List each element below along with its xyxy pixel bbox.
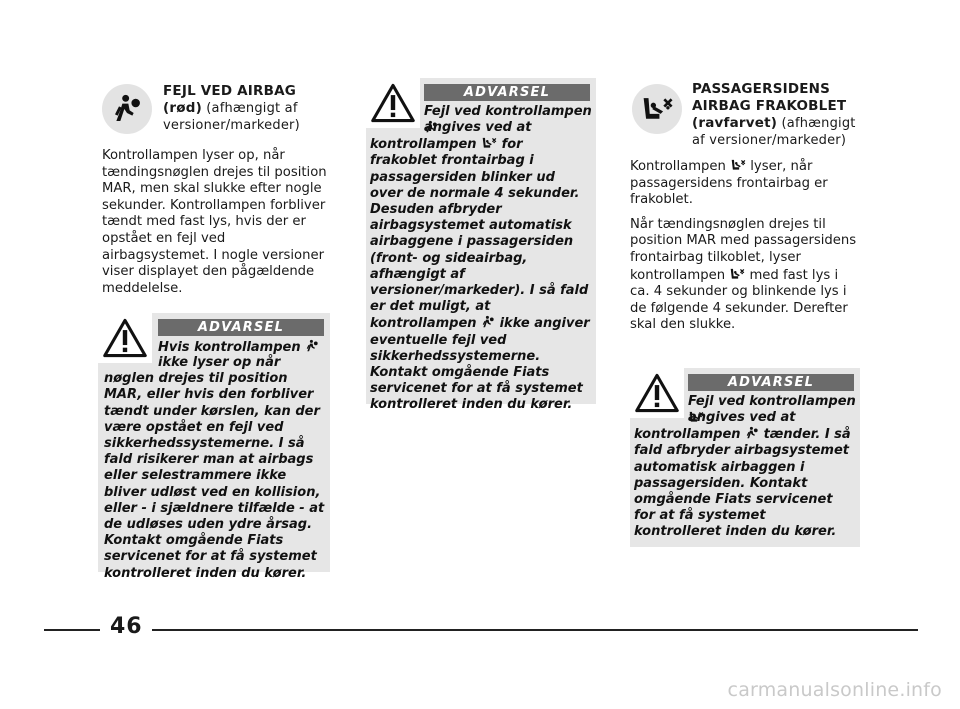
warning-label-3: ADVARSEL <box>688 374 854 391</box>
page-number: 46 <box>110 614 143 639</box>
warning-triangle-icon <box>371 83 415 123</box>
airbag-fault-body <box>102 148 330 305</box>
warning-box-2 <box>366 78 596 413</box>
airbag-fault-subtitle: (rød) (afhængigt af versioner/markeder) <box>163 100 300 133</box>
warning-triangle-icon <box>635 373 679 413</box>
passenger-airbag-off-icon <box>730 158 746 172</box>
passenger-airbag-body <box>630 158 860 342</box>
airbag-person-icon <box>111 93 143 125</box>
warning-box-1 <box>98 313 330 581</box>
warning-text-3-cont: angives ved at kontrollampen tænder. I så fald afbryder airbagsystemet automatisk airbaggen i passagersiden. Kontakt omgående Fiats servicenet for at få systemet kontrolleret inden du kører. <box>634 410 851 540</box>
footer-rule-left <box>44 629 100 631</box>
warning-text-2-cont: angives ved at kontrollampen for frakoblet frontairbag i passagersiden blinker ud over de normale 4 sekunder. Desuden afbryder airbagsystemet automatisk airbaggene i passagersiden (front- og sideairbag, afhængigt af versioner/markeder). I så fald er det muligt, at kontrollampen ikke angiver eventuelle fejl ved sikkerhedssystemerne. Kontakt omgående Fiats servicenet for at få systemet kontrolleret inden du kører. <box>370 120 590 413</box>
passenger-airbag-paragraph-1: Kontrollampen lyser, når passagersidens frontairbag er frakoblet. <box>630 159 828 208</box>
airbag-warning-icon-badge <box>102 84 152 134</box>
passenger-airbag-off-icon <box>640 94 674 124</box>
airbag-fault-heading <box>163 83 333 134</box>
warning-triangle-icon <box>103 318 147 358</box>
warning-label-2: ADVARSEL <box>424 84 590 101</box>
airbag-fault-paragraph: Kontrollampen lyser op, når tændingsnøglen drejes til position MAR, men skal slukke efter nogle sekunder. Kontrollampen forbliver tændt med fast lys, hvis der er opstået en fejl ved airbagsystemet. I nogle versioner viser displayet den pågældende meddelelse. <box>102 148 327 296</box>
passenger-airbag-heading <box>692 81 872 149</box>
passenger-airbag-subtitle: (ravfarvet) (afhængigt af versioner/markeder) <box>692 115 856 148</box>
warning-text-1-cont: ikke lyser op når nøglen drejes til position MAR, eller hvis den forbliver tændt under kørslen, kan der være opstået en fejl ved sikkerhedssystemerne. I så fald risikerer man at airbags eller selestrammere ikke bliver udløst ved en kollision, eller - i sjældnere tilfælde - at de udløses uden ydre årsag. Kontakt omgående Fiats servicenet for at få systemet kontrolleret inden du kører. <box>104 355 325 581</box>
passenger-airbag-icon-badge <box>632 84 682 134</box>
warning-text-2: Fejl ved kontrollampen <box>424 104 592 137</box>
passenger-airbag-title-2: AIRBAG FRAKOBLET <box>692 98 847 114</box>
footer-rule-right <box>152 629 918 631</box>
airbag-person-icon <box>745 426 759 440</box>
warning-box-3 <box>630 368 860 547</box>
passenger-airbag-off-icon <box>481 136 497 150</box>
warning-text-1: Hvis kontrollampen <box>158 339 326 356</box>
warning-text-3: Fejl ved kontrollampen <box>688 394 856 427</box>
airbag-person-icon <box>481 315 495 329</box>
passenger-airbag-paragraph-2: Når tændingsnøglen drejes til position MAR med passagersidens frontairbag tilkoblet, lyser kontrollampen med fast lys i ca. 4 sekunder og blinkende lys i de følgende 4 sekunder. Derefter skal den slukke. <box>630 216 857 333</box>
airbag-person-icon <box>305 339 319 353</box>
passenger-airbag-title-1: PASSAGERSIDENS <box>692 81 831 97</box>
warning-label-1: ADVARSEL <box>158 319 324 336</box>
watermark: carmanualsonline.info <box>727 679 942 701</box>
airbag-fault-title: FEJL VED AIRBAG <box>163 83 297 99</box>
passenger-airbag-off-icon <box>729 267 745 281</box>
